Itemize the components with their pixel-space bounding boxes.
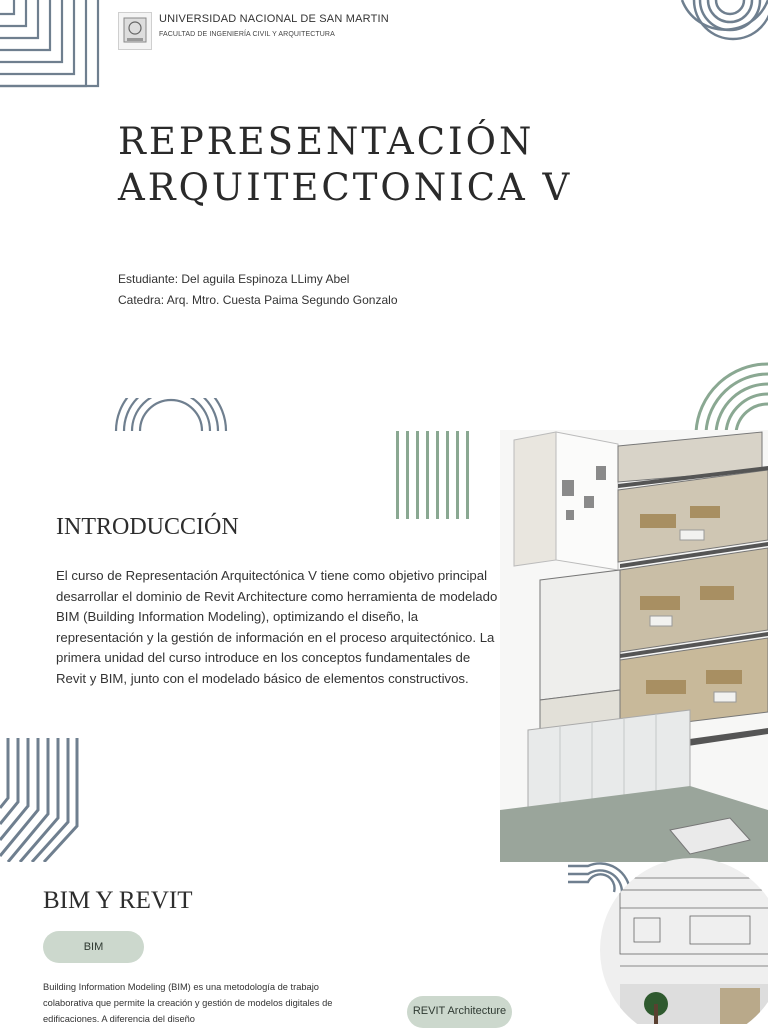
bim-tag-pill: BIM: [43, 931, 144, 963]
elevation-drawing-circle-image: [600, 858, 768, 1024]
intro-heading: INTRODUCCIÓN: [56, 514, 239, 540]
concentric-arcs-mid-left: [114, 398, 228, 432]
diagonal-stripes-left: [0, 738, 80, 862]
corner-lines-pattern-top-left: [0, 0, 100, 88]
student-credit: Estudiante: Del aguila Espinoza LLimy Abel: [118, 272, 350, 286]
university-name: UNIVERSIDAD NACIONAL DE SAN MARTIN: [159, 13, 389, 25]
bim-paragraph: Building Information Modeling (BIM) es una metodología de trabajo colaborativa que permite la creación y gestión de modelos digitales de edificaciones. A diferencia del diseño: [43, 982, 333, 1024]
revit-architecture-tag-pill: REVIT Architecture: [407, 996, 512, 1028]
vertical-stripes-green: [394, 431, 478, 519]
university-logo: [118, 12, 152, 50]
concentric-arcs-top-right: [674, 0, 768, 44]
page-title-line-1: REPRESENTACIÓN: [118, 120, 535, 163]
catedra-credit: Catedra: Arq. Mtro. Cuesta Paima Segundo Gonzalo: [118, 293, 398, 307]
concentric-arcs-green-right: [694, 362, 768, 432]
page-title-line-2: ARQUITECTONICA V: [118, 166, 573, 209]
building-axonometric-image: [500, 430, 768, 862]
intro-paragraph: El curso de Representación Arquitectónica V tiene como objetivo principal desarrollar el dominio de Revit Architecture como herramienta de modelado BIM (Building Information Modeling), optimizando el diseño, la representación y la gestión de información en el proceso arquitectónico. La primera unidad del curso introduce en los conceptos fundamentales de Revit y BIM, junto con el modelado básico de elementos constructivos.: [56, 568, 498, 686]
faculty-name: FACULTAD DE INGENIERÍA CIVIL Y ARQUITECTURA: [159, 31, 335, 38]
bim-revit-heading: BIM Y REVIT: [43, 887, 193, 914]
